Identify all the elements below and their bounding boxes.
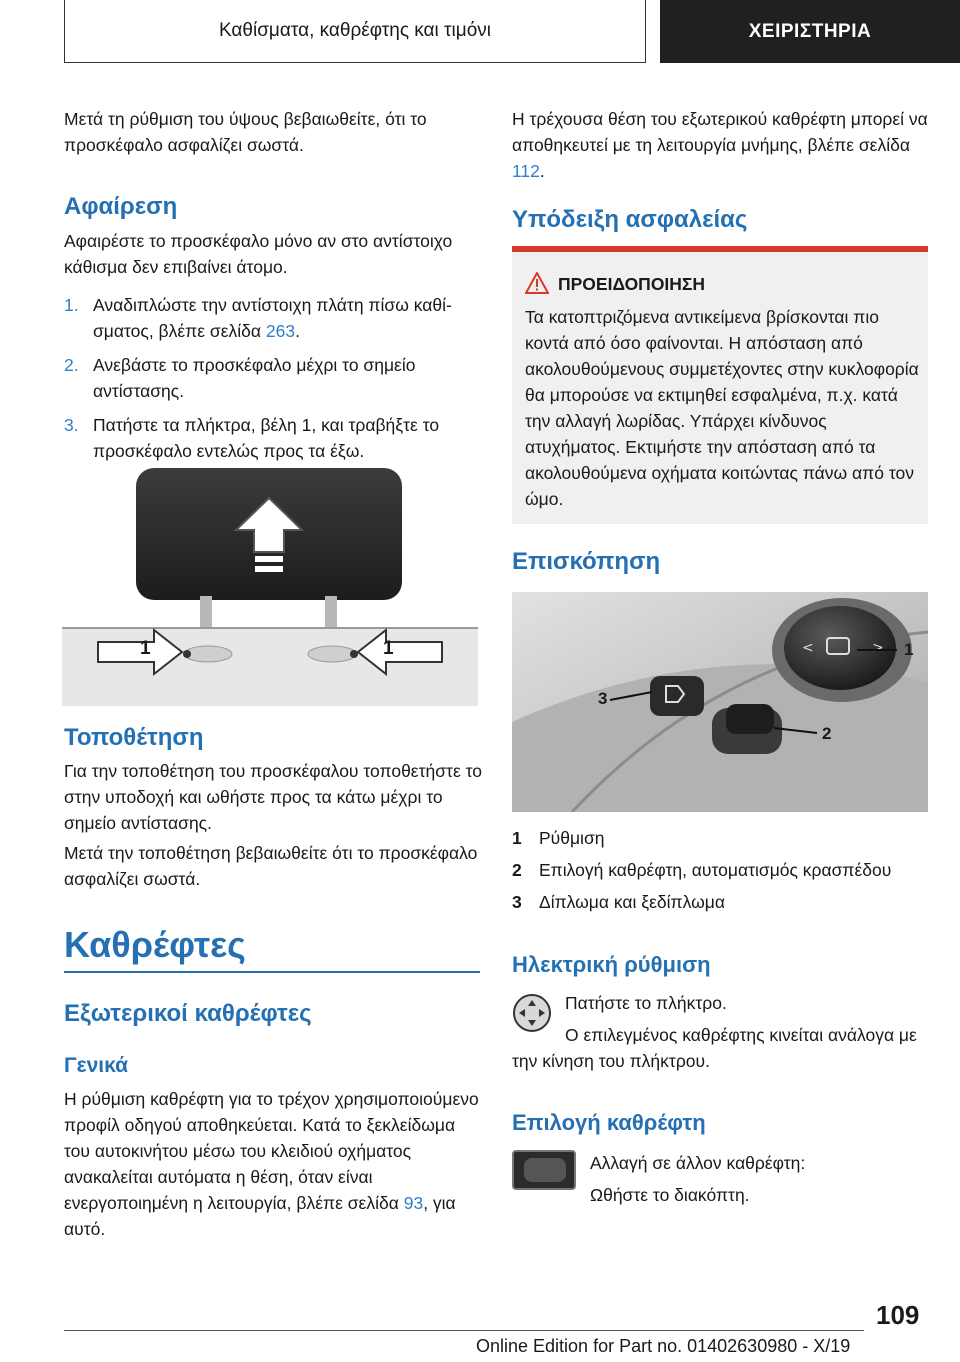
step-number: 1.: [64, 295, 79, 315]
overview-heading: Επισκόπηση: [512, 548, 661, 575]
general-heading: Γενικά: [64, 1054, 129, 1077]
mirrors-heading: Καθρέφτες: [64, 924, 246, 965]
electric-line1: Πατήστε το πλήκτρο.: [565, 993, 727, 1013]
warning-triangle-icon: [525, 272, 549, 299]
page-link[interactable]: 263: [265, 321, 296, 341]
list-item: [512, 857, 932, 889]
safety-heading: Υπόδειξη ασφαλείας: [512, 206, 748, 233]
mirror-controls-figure: [512, 592, 928, 812]
install-heading: Τοποθέτηση: [64, 724, 204, 751]
figure-label: 1: [140, 638, 151, 659]
select-line1: Αλλαγή σε άλλον καθρέφτη:: [590, 1153, 806, 1173]
mirror-controls-illustration: [512, 592, 928, 812]
mirror-select-heading: Επιλογή καθρέφτη: [512, 1110, 706, 1135]
exterior-mirrors-heading: Εξωτερικοί καθρέφτες: [64, 1000, 312, 1027]
figure-label: 2: [822, 724, 832, 743]
warning-label: ΠΡΟΕΙΔΟΠΟΙΗΣΗ: [558, 274, 706, 294]
general-text: [64, 1086, 484, 1242]
legend-number: 2: [512, 860, 522, 880]
step-number: 3.: [64, 415, 79, 435]
step-text: Ανεβάστε το προσκέφαλο μέχρι το σημείο αντίστασης.: [93, 355, 416, 401]
electric-text: Ο επιλεγμένος καθρέφτης κινείται ανάλογα με την κίνηση του πλήκτρου.: [512, 1025, 917, 1071]
chapter-header: [660, 0, 960, 63]
legend-number: 3: [512, 892, 522, 912]
select-line2: Ωθήστε το διακόπτη.: [590, 1185, 750, 1205]
general-tail: , για αυτό.: [64, 1193, 456, 1239]
step-text: Αναδιπλώστε την αντίστοιχη πλάτη πίσω καθίσματος, βλέπε σελίδα: [93, 295, 452, 341]
removal-heading: Αφαίρεση: [64, 193, 178, 220]
headrest-illustration: [62, 468, 478, 706]
headrest-figure: [62, 468, 478, 706]
section-title: Καθίσματα, καθρέφτης και τιμόνι: [218, 20, 492, 41]
legend-text: Ρύθμιση: [539, 828, 605, 848]
heading-rule: [64, 971, 480, 973]
list-item: [512, 889, 932, 921]
warning-box: [512, 246, 928, 524]
page-link[interactable]: 93: [403, 1193, 424, 1213]
legend-number: 1: [512, 828, 522, 848]
list-item: [64, 292, 484, 344]
step-tail: .: [295, 321, 300, 341]
svg-text:<: <: [802, 640, 814, 656]
figure-label: 1: [383, 638, 394, 659]
list-item: [512, 825, 932, 857]
install-text: Για την τοποθέτηση του προσκέφαλου τοποθετήστε το στην υποδοχή και ωθήστε προς τα κάτω μέχρι το σημείο αντίστασης.: [64, 761, 483, 833]
memory-text: [512, 106, 932, 184]
step-text: Πατήστε τα πλήκτρα, βέλη 1, και τραβήξτε το προσκέφαλο εντελώς προς τα έξω.: [93, 415, 440, 461]
figure-label: 3: [598, 689, 608, 708]
warning-text: Τα κατοπτριζόμενα αντικείμενα βρίσκονται πιο κοντά από όσο φαίνονται. Η απόσταση από ακολουθούμενους συμμετέχοντες στην κυκλοφορία θα μπορούσε να εκτιμηθεί εσφαλμένα, π.χ. κατά την αλλαγή λωρίδας. Υπάρχει κίνδυνος ατυχήματος. Εκτιμήστε την απόσταση από τα ακολουθούμενα οχήματα κοιτώντας πάνω από τον ώμο.: [525, 307, 919, 509]
install-check-text: Μετά την τοποθέτηση βεβαιωθείτε ότι το προσκέφαλο ασφαλίζει σωστά.: [64, 843, 478, 889]
section-header: [64, 0, 646, 63]
figure-legend: [512, 825, 932, 921]
list-item: [64, 412, 484, 464]
chapter-title: ΧΕΙΡΙΣΤΗΡΙΑ: [748, 20, 872, 42]
mirror-switch-icon: [512, 1150, 576, 1190]
page-link[interactable]: 112: [512, 161, 540, 181]
intro-text: Μετά τη ρύθμιση του ύψους βεβαιωθείτε, ότι το προσκέφαλο ασφαλίζει σωστά.: [64, 109, 427, 155]
list-item: [64, 352, 484, 404]
footer-rule: [64, 1330, 864, 1331]
legend-text: Δίπλωμα και ξεδίπλωμα: [539, 892, 725, 912]
edition-text: Online Edition for Part no. 01402630980 - X/19: [476, 1336, 851, 1356]
svg-text:>: >: [872, 640, 884, 656]
memory-tail: .: [539, 161, 545, 181]
legend-text: Επιλογή καθρέφτη, αυτοματισμός κρασπέδου: [539, 860, 892, 880]
figure-label: 1: [904, 640, 914, 659]
general-body: Η ρύθμιση καθρέφτη για το τρέχον χρησιμοποιούμενο προφίλ οδηγού αποθηκεύεται. Κατά το ξεκλείδωμα του αυτοκινήτου μέσω του κλειδιού οχήματος ανακαλείται αυτόματα η θέση, όταν είναι ενεργοποιημένη η λειτουργία, βλέπε σελίδα: [64, 1089, 479, 1213]
removal-text: Αφαιρέστε το προσκέφαλο μόνο αν στο αντίστοιχο κάθισμα δεν επιβαίνει άτομο.: [64, 231, 453, 277]
page-number: 109: [876, 1300, 920, 1330]
step-number: 2.: [64, 355, 79, 375]
removal-steps: [64, 292, 484, 472]
electric-adjust-heading: Ηλεκτρική ρύθμιση: [512, 952, 711, 977]
memory-body: Η τρέχουσα θέση του εξωτερικού καθρέφτη μπορεί να αποθηκευτεί με τη λειτουργία μνήμης, βλέπε σελίδα: [512, 109, 928, 155]
